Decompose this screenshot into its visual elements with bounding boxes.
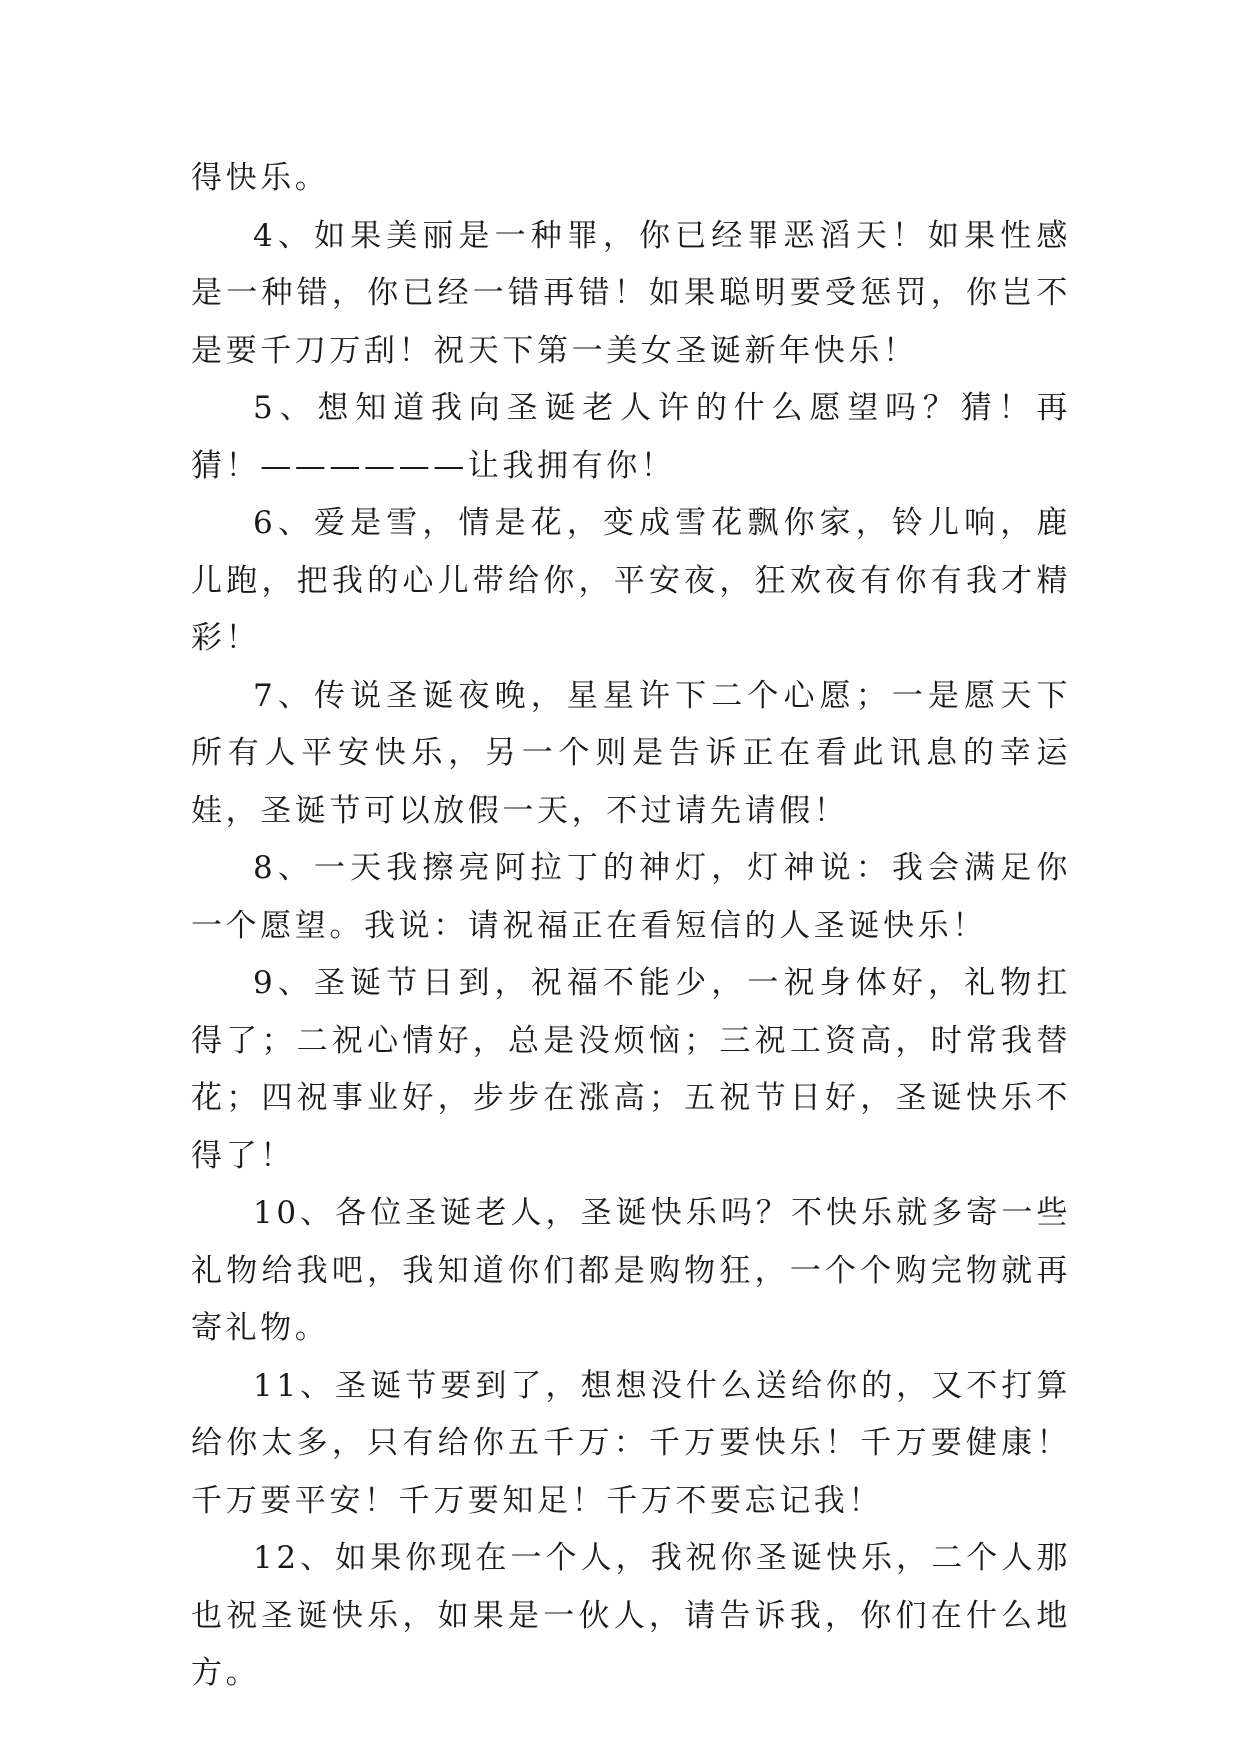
paragraph-12: 12、如果你现在一个人，我祝你圣诞快乐，二个人那也祝圣诞快乐，如果是一伙人，请告诉我，你们在什么地方。 (191, 1540, 1071, 1691)
paragraph-9: 9、圣诞节日到，祝福不能少，一祝身体好，礼物扛得了；二祝心情好，总是没烦恼；三祝工资高，时常我替花；四祝事业好，步步在涨高；五祝节日好，圣诞快乐不得了！ (191, 965, 1071, 1174)
paragraph-11: 11、圣诞节要到了，想想没什么送给你的，又不打算给你太多，只有给你五千万：千万要快乐！千万要健康！千万要平安！千万要知足！千万不要忘记我！ (191, 1367, 1071, 1519)
paragraph-5: 5、想知道我向圣诞老人许的什么愿望吗？猜！再猜！——————让我拥有你！ (191, 390, 1071, 484)
paragraph-4: 4、如果美丽是一种罪，你已经罪恶滔天！如果性感是一种错，你已经一错再错！如果聪明要受惩罚，你岂不是要千刀万刮！祝天下第一美女圣诞新年快乐！ (191, 217, 1071, 369)
paragraph-6: 6、爱是雪，情是花，变成雪花飘你家，铃儿响，鹿儿跑，把我的心儿带给你，平安夜，狂欢夜有你有我才精彩！ (191, 505, 1071, 656)
document-body (191, 150, 1071, 1703)
paragraph-8: 8、一天我擦亮阿拉丁的神灯，灯神说：我会满足你一个愿望。我说：请祝福正在看短信的人圣诞快乐！ (191, 850, 1071, 944)
paragraph-continuation: 得快乐。 (191, 160, 330, 196)
paragraph-7: 7、传说圣诞夜晚，星星许下二个心愿；一是愿天下所有人平安快乐，另一个则是告诉正在看此讯息的幸运娃，圣诞节可以放假一天，不过请先请假！ (191, 677, 1071, 829)
paragraph-10: 10、各位圣诞老人，圣诞快乐吗？不快乐就多寄一些礼物给我吧，我知道你们都是购物狂，一个个购完物就再寄礼物。 (191, 1195, 1071, 1346)
